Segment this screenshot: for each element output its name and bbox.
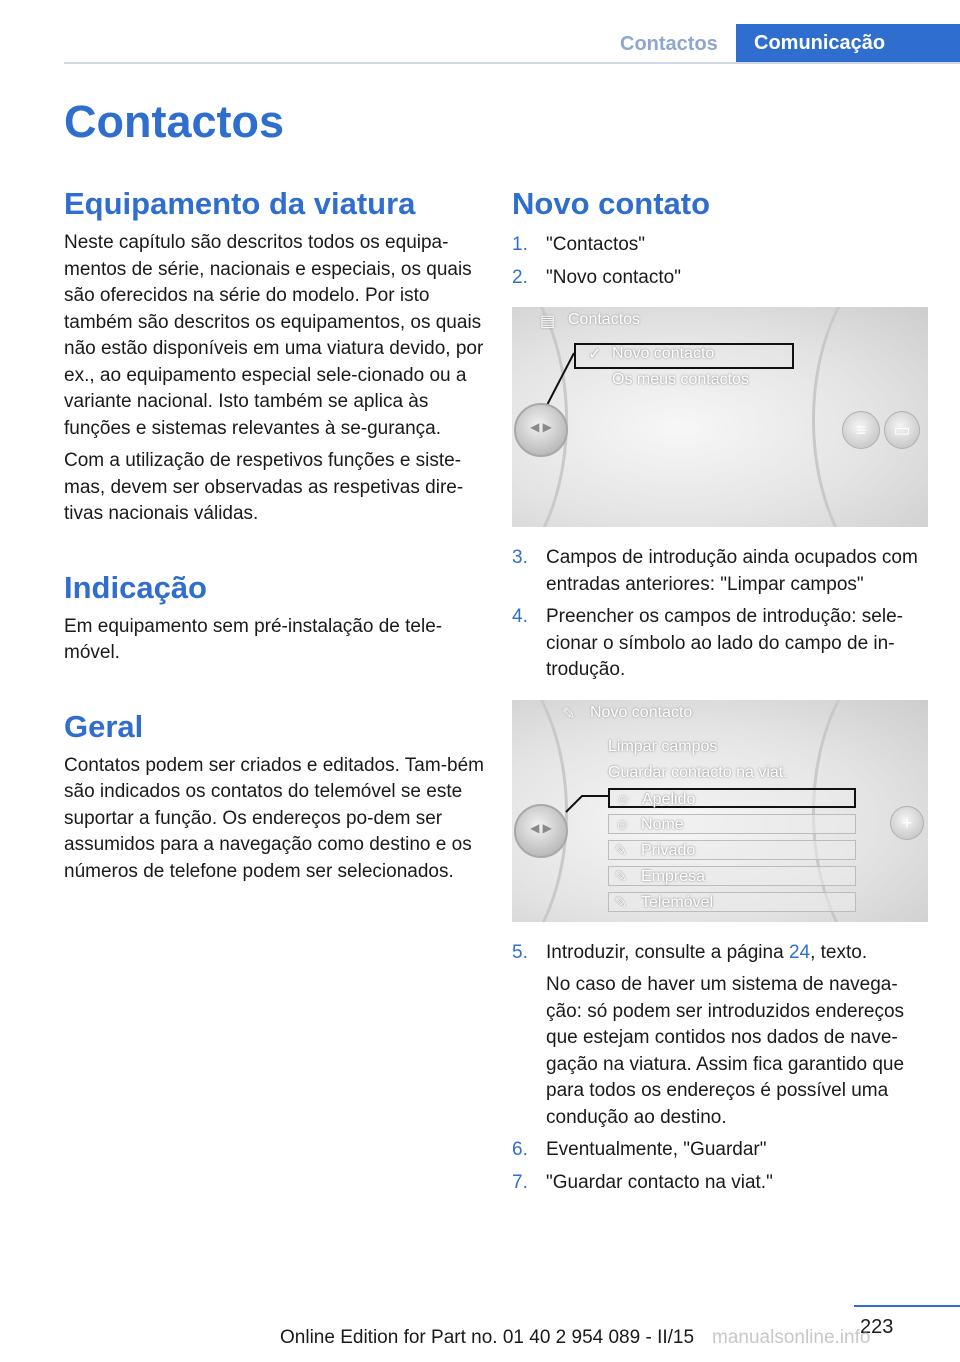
left-column [64, 184, 484, 885]
step-number: 4. [512, 606, 528, 627]
page-title: Contactos [64, 96, 285, 147]
general-heading: Geral [64, 708, 144, 744]
edit-icon: ✎ [615, 867, 627, 884]
field-label: Empresa [641, 867, 706, 885]
list-item [512, 265, 932, 292]
section-tab[interactable]: Contactos [620, 33, 718, 55]
screen-title: Contactos [568, 311, 641, 328]
idrive-screen-new-contact [512, 700, 928, 922]
field-label: Nome [641, 815, 684, 833]
general-paragraph: Contatos podem ser criados e editados. Tam-bém são indicados os contatos do telemóvel se este suportar a função. Os endereços po-dem ser assumidos para a navegação como destino e os números de telefone podem ser selecionados. [64, 754, 484, 882]
page-number-rule [854, 1305, 960, 1307]
controller-knob[interactable] [514, 403, 568, 457]
step-text: Eventualmente, "Guardar" [546, 1139, 767, 1160]
person-icon: ☺ [615, 815, 630, 832]
header-rule [64, 62, 960, 64]
menu-side-button[interactable] [884, 411, 920, 449]
page-link[interactable]: 24 [788, 941, 811, 963]
step-text: "Novo contacto" [546, 266, 681, 288]
step-text: "Contactos" [546, 234, 646, 255]
contacts-book-icon: ▤ [540, 313, 556, 330]
list-item [512, 940, 932, 1132]
controller-knob[interactable] [514, 804, 568, 858]
action-clear-fields[interactable]: Limpar campos [608, 737, 718, 755]
right-column [512, 184, 932, 1202]
edition-footer: Online Edition for Part no. 01 40 2 954 089 - II/15 [280, 1327, 695, 1348]
plus-icon: + [901, 812, 913, 833]
step-note: No caso de haver um sistema de navega-ção: só podem ser introduzidos endereços que estejam contidos nos dados de nave-gação na viatura. Assim fica garantido que para todos os endereços é possível uma condução ao destino. [546, 974, 905, 1128]
step-number: 1. [512, 234, 528, 255]
watermark: manualsonline.info [712, 1327, 871, 1348]
steps-list-c [512, 940, 932, 1197]
steps-list-b [512, 545, 932, 684]
equipment-paragraph-2: Com a utilização de respetivos funções e siste-mas, devem ser observadas as respetivas dire-tivas nacionais válidas. [64, 450, 464, 524]
screen-title: Novo contacto [590, 703, 693, 721]
callout-line [512, 700, 928, 922]
knob-arrows-icon: ◀ ▶ [530, 820, 552, 835]
step-text: , texto. [810, 941, 868, 963]
step-number: 2. [512, 266, 528, 288]
step-number: 7. [512, 1171, 528, 1193]
step-number: 6. [512, 1139, 528, 1160]
field-label: Privado [641, 841, 696, 859]
indication-paragraph: Em equipamento sem pré-instalação de tele-móvel. [64, 615, 443, 663]
action-save-contact[interactable]: Guardar contacto na viat. [608, 763, 788, 781]
checkmark-icon: ✓ [588, 346, 602, 363]
indication-heading: Indicação [64, 569, 207, 605]
idrive-screen-contacts [512, 307, 928, 527]
equipment-heading: Equipamento da viatura [64, 186, 416, 221]
step-text: "Guardar contacto na viat." [546, 1171, 773, 1193]
edit-icon: ✎ [615, 841, 627, 858]
list-item [512, 604, 932, 684]
person-icon: ☺ [616, 790, 631, 807]
list-item [512, 545, 932, 598]
step-text: Campos de introdução ainda ocupados com entradas anteriores: "Limpar campos" [546, 547, 918, 595]
options-icon: ≡ [855, 420, 867, 440]
step-text: Preencher os campos de introdução: sele-cionar o símbolo ao lado do campo de in-trodução. [546, 606, 903, 680]
menu-icon: ▭ [893, 420, 911, 440]
chapter-tab[interactable]: Comunicação [736, 24, 960, 62]
equipment-paragraph-1: Neste capítulo são descritos todos os equipa-mentos de série, nacionais e especiais, os quais são oferecidos na série do modelo. Por isto também são descritos os equipamentos, os quais não estão disponíveis em uma viatura devido, por ex., ao equipamento especial sele-cionado ou a variante nacional. Isto também se aplica às funções e sistemas relevantes à se-gurança. [64, 232, 484, 439]
steps-list-a [512, 232, 932, 291]
step-number: 3. [512, 547, 528, 568]
field-label: Telemóvel [641, 893, 714, 911]
new-contact-heading: Novo contato [512, 186, 711, 221]
edit-contact-icon: ✎ [562, 705, 576, 723]
list-item [512, 1137, 932, 1164]
step-text: Introduzir, consulte a página [546, 941, 789, 963]
options-button[interactable] [842, 411, 880, 449]
list-item [512, 232, 932, 259]
menu-item-my-contacts[interactable]: Os meus contactos [612, 371, 749, 388]
knob-arrows-icon: ◀ ▶ [530, 420, 552, 434]
list-item [512, 1170, 932, 1197]
step-number: 5. [512, 941, 528, 963]
menu-item-new-contact[interactable]: Novo contacto [612, 345, 715, 362]
add-button[interactable] [890, 806, 924, 840]
field-label: Apelido [642, 790, 696, 808]
edit-icon: ✎ [615, 893, 627, 910]
page-number: 223 [860, 1316, 894, 1338]
